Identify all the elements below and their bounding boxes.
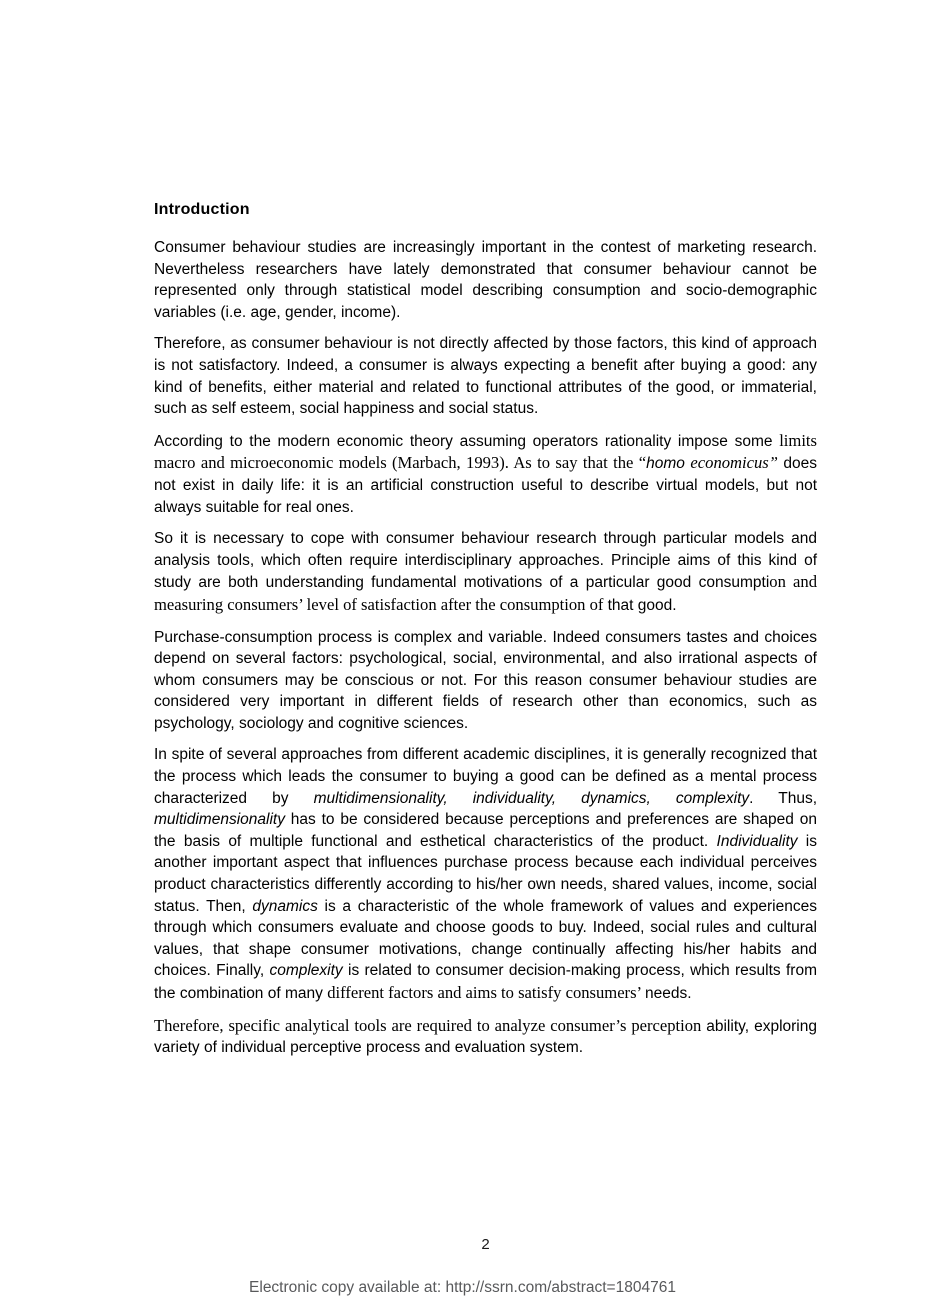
text-run: does not exist in daily life: it is an artificial construction useful to describe virtual models, but not always suitable for real ones. [154, 455, 817, 516]
page-number: 2 [481, 1236, 490, 1253]
text-run: So it is necessary to cope with consumer behaviour research through particular models and analysis tools, which often require interdisciplinary approaches. Principle aims of this kind of study are both understanding fundamental motivations of a particular good consumpti [154, 530, 817, 592]
text-run-italic: multidimensionality [154, 811, 285, 829]
text-run: Consumer behaviour studies are increasingly important in the contest of marketing research. Nevertheless researchers have lately demonstrated that consumer behaviour cannot be represented only through statistical model describing consumption and socio-demographic variables (i.e. age, gender, income). [154, 239, 817, 321]
text-run: needs. [645, 985, 692, 1002]
text-run-serif: limits macro and microeconomic models (Marbach, 1993). As to say that the “ [154, 430, 817, 473]
text-run-italic: Individuality [716, 832, 798, 850]
text-run: In spite of several approaches from different academic disciplines, it is generally recognized that the process which leads the consumer to buying a good can be defined as a mental process characterized by [154, 746, 817, 807]
paragraph-2 [154, 333, 817, 419]
text-run: has to be considered because perceptions and preferences are shaped on the basis of multiple functional and esthetical characteristics of the product. [154, 811, 817, 850]
text-run-serif: Therefore, specific analytical tools are required to analyze consumer’s perception [154, 1015, 707, 1035]
paragraph-4 [154, 528, 817, 616]
text-run-italic: dynamics [252, 897, 318, 915]
text-run: is related to consumer decision-making process, which results from the combination of many [154, 962, 817, 1002]
paragraph-5 [154, 627, 817, 735]
text-run: Purchase-consumption process is complex and variable. Indeed consumers tastes and choices depend on several factors: psychological, social, environmental, and also irrational aspects of whom consumers may be conscious or not. For this reason consumer behaviour studies are considered very important in different fields of research other than economics, such as psychology, sociology and cognitive sciences. [154, 628, 817, 732]
text-run-italic: complexity [269, 962, 343, 980]
text-run: Therefore, as consumer behaviour is not directly affected by those factors, this kind of approach is not satisfactory. Indeed, a consumer is always expecting a benefit after buying a good: any kind of benefits, either material and related to functional attributes of the good, or immaterial, such as self esteem, social happiness and social status. [154, 335, 817, 418]
paragraph-7 [154, 1015, 817, 1059]
section-heading: Introduction [154, 201, 250, 218]
text-run: . Thus, [749, 789, 817, 807]
paragraph-3 [154, 430, 817, 518]
paragraph-1 [154, 237, 817, 323]
text-run: ability, exploring variety of individual perceptive process and evaluation system. [154, 1017, 817, 1057]
text-run: that good. [607, 596, 677, 614]
ssrn-copy-notice: Electronic copy available at: http://ssrn.com/abstract=1804761 [249, 1279, 676, 1296]
text-run: is a characteristic of the whole framework of values and experiences through which consumers evaluate and choose goods to buy. Indeed, social rules and cultural values, that shape consumer motivations, change continually affecting his/her habits and choices. Finally, [154, 897, 817, 980]
text-run-serif: different factors and aims to satisfy consumers’ [327, 983, 645, 1002]
page-content [154, 201, 817, 1069]
text-run-italic: multidimensionality, individuality, dynamics, complexity [313, 789, 750, 807]
paragraph-6 [154, 744, 817, 1004]
text-run-serif-italic: economicus” [690, 453, 784, 473]
text-run: According to the modern economic theory assuming operators rationality impose some [154, 432, 780, 450]
text-run-serif: on and measuring consumers’ level of satisfaction after the consumption of [154, 572, 817, 614]
text-run: is another important aspect that influences purchase process because each individual perceives product characteristics differently according to his/her own needs, shared values, income, social status. Then, [154, 832, 818, 915]
text-run-italic: homo [646, 455, 691, 473]
